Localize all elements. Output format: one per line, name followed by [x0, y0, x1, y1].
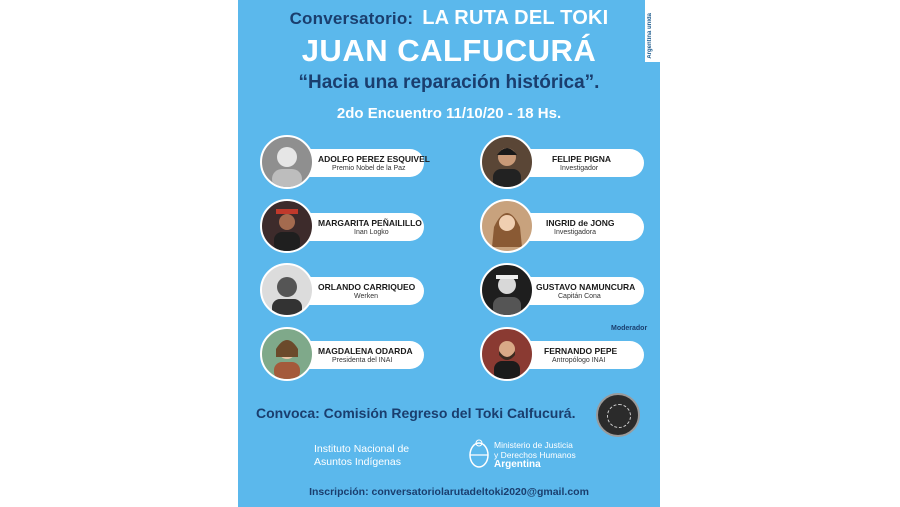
speaker-card	[260, 199, 430, 255]
comision-seal-logo	[596, 393, 640, 437]
ruta-title: LA RUTA DEL TOKI	[422, 7, 609, 29]
ministerio-logo-text	[494, 440, 576, 470]
speaker-name: MAGDALENA ODARDA	[318, 346, 413, 356]
speaker-name: ORLANDO CARRIQUEO	[318, 282, 416, 292]
speaker-photo	[260, 199, 314, 253]
argentina-unida-badge: Argentina unida	[645, 0, 660, 62]
speaker-photo	[480, 199, 534, 253]
speaker-name: GUSTAVO NAMUNCURA	[536, 282, 636, 292]
subtitle: “Hacia una reparación histórica”.	[298, 72, 600, 93]
speaker-role: Investigador	[560, 165, 599, 172]
speaker-role: Presidenta del INAI	[332, 357, 393, 364]
speaker-photo	[260, 135, 314, 189]
convoca-text: Convoca: Comisión Regreso del Toki Calfucurá.	[256, 405, 576, 421]
speaker-card	[260, 327, 430, 383]
speaker-name: MARGARITA PEÑAILILLO	[318, 218, 422, 228]
speaker-name: FELIPE PIGNA	[552, 154, 612, 164]
speaker-label	[296, 277, 424, 305]
speaker-card	[260, 135, 430, 191]
speaker-role: Capitán Cona	[558, 293, 601, 300]
speaker-photo	[480, 327, 534, 381]
event-poster	[238, 0, 660, 507]
speaker-name: ADOLFO PEREZ ESQUIVEL	[318, 154, 430, 164]
speaker-label	[296, 149, 430, 177]
inai-line: Asuntos Indígenas	[314, 456, 401, 468]
ministerio-line: Ministerio de Justicia	[494, 440, 573, 450]
speaker-role: Premio Nobel de la Paz	[332, 165, 406, 172]
speaker-name: INGRID de JONG	[546, 218, 615, 228]
speaker-label	[516, 149, 644, 177]
conversatorio-label: Conversatorio:	[289, 9, 414, 28]
speaker-photo	[260, 263, 314, 317]
moderator-label: Moderador	[611, 325, 648, 332]
speaker-card	[260, 263, 430, 319]
encuentro-date: 2do Encuentro 11/10/20 - 18 Hs.	[336, 105, 562, 122]
speaker-photo	[260, 327, 314, 381]
ministerio-line: y Derechos Humanos	[494, 450, 576, 460]
speaker-role: Antropólogo INAI	[552, 357, 606, 364]
speaker-name: FERNANDO PEPE	[544, 346, 618, 356]
inai-logo-text	[314, 443, 409, 469]
poster-heading	[238, 7, 660, 30]
speaker-card	[480, 263, 650, 319]
speaker-role: Investigadora	[554, 229, 597, 236]
speaker-role: Inan Logko	[354, 229, 389, 236]
speaker-photo	[480, 135, 534, 189]
speaker-photo	[480, 263, 534, 317]
argentina-shield-icon	[468, 438, 490, 470]
ministerio-country: Argentina	[494, 459, 541, 470]
speaker-card	[480, 327, 650, 383]
main-title: JUAN CALFUCURÁ	[301, 33, 597, 68]
speaker-role: Werken	[354, 293, 378, 300]
speaker-card	[480, 135, 650, 191]
speaker-label	[296, 213, 424, 241]
speaker-label	[516, 277, 644, 305]
speaker-label	[516, 213, 644, 241]
speaker-card	[480, 199, 650, 255]
inscripcion-email: Inscripción: conversatoriolarutadeltoki2020@gmail.com	[309, 486, 589, 498]
speaker-label	[516, 341, 644, 369]
speaker-label	[296, 341, 424, 369]
inai-line: Instituto Nacional de	[314, 443, 410, 455]
